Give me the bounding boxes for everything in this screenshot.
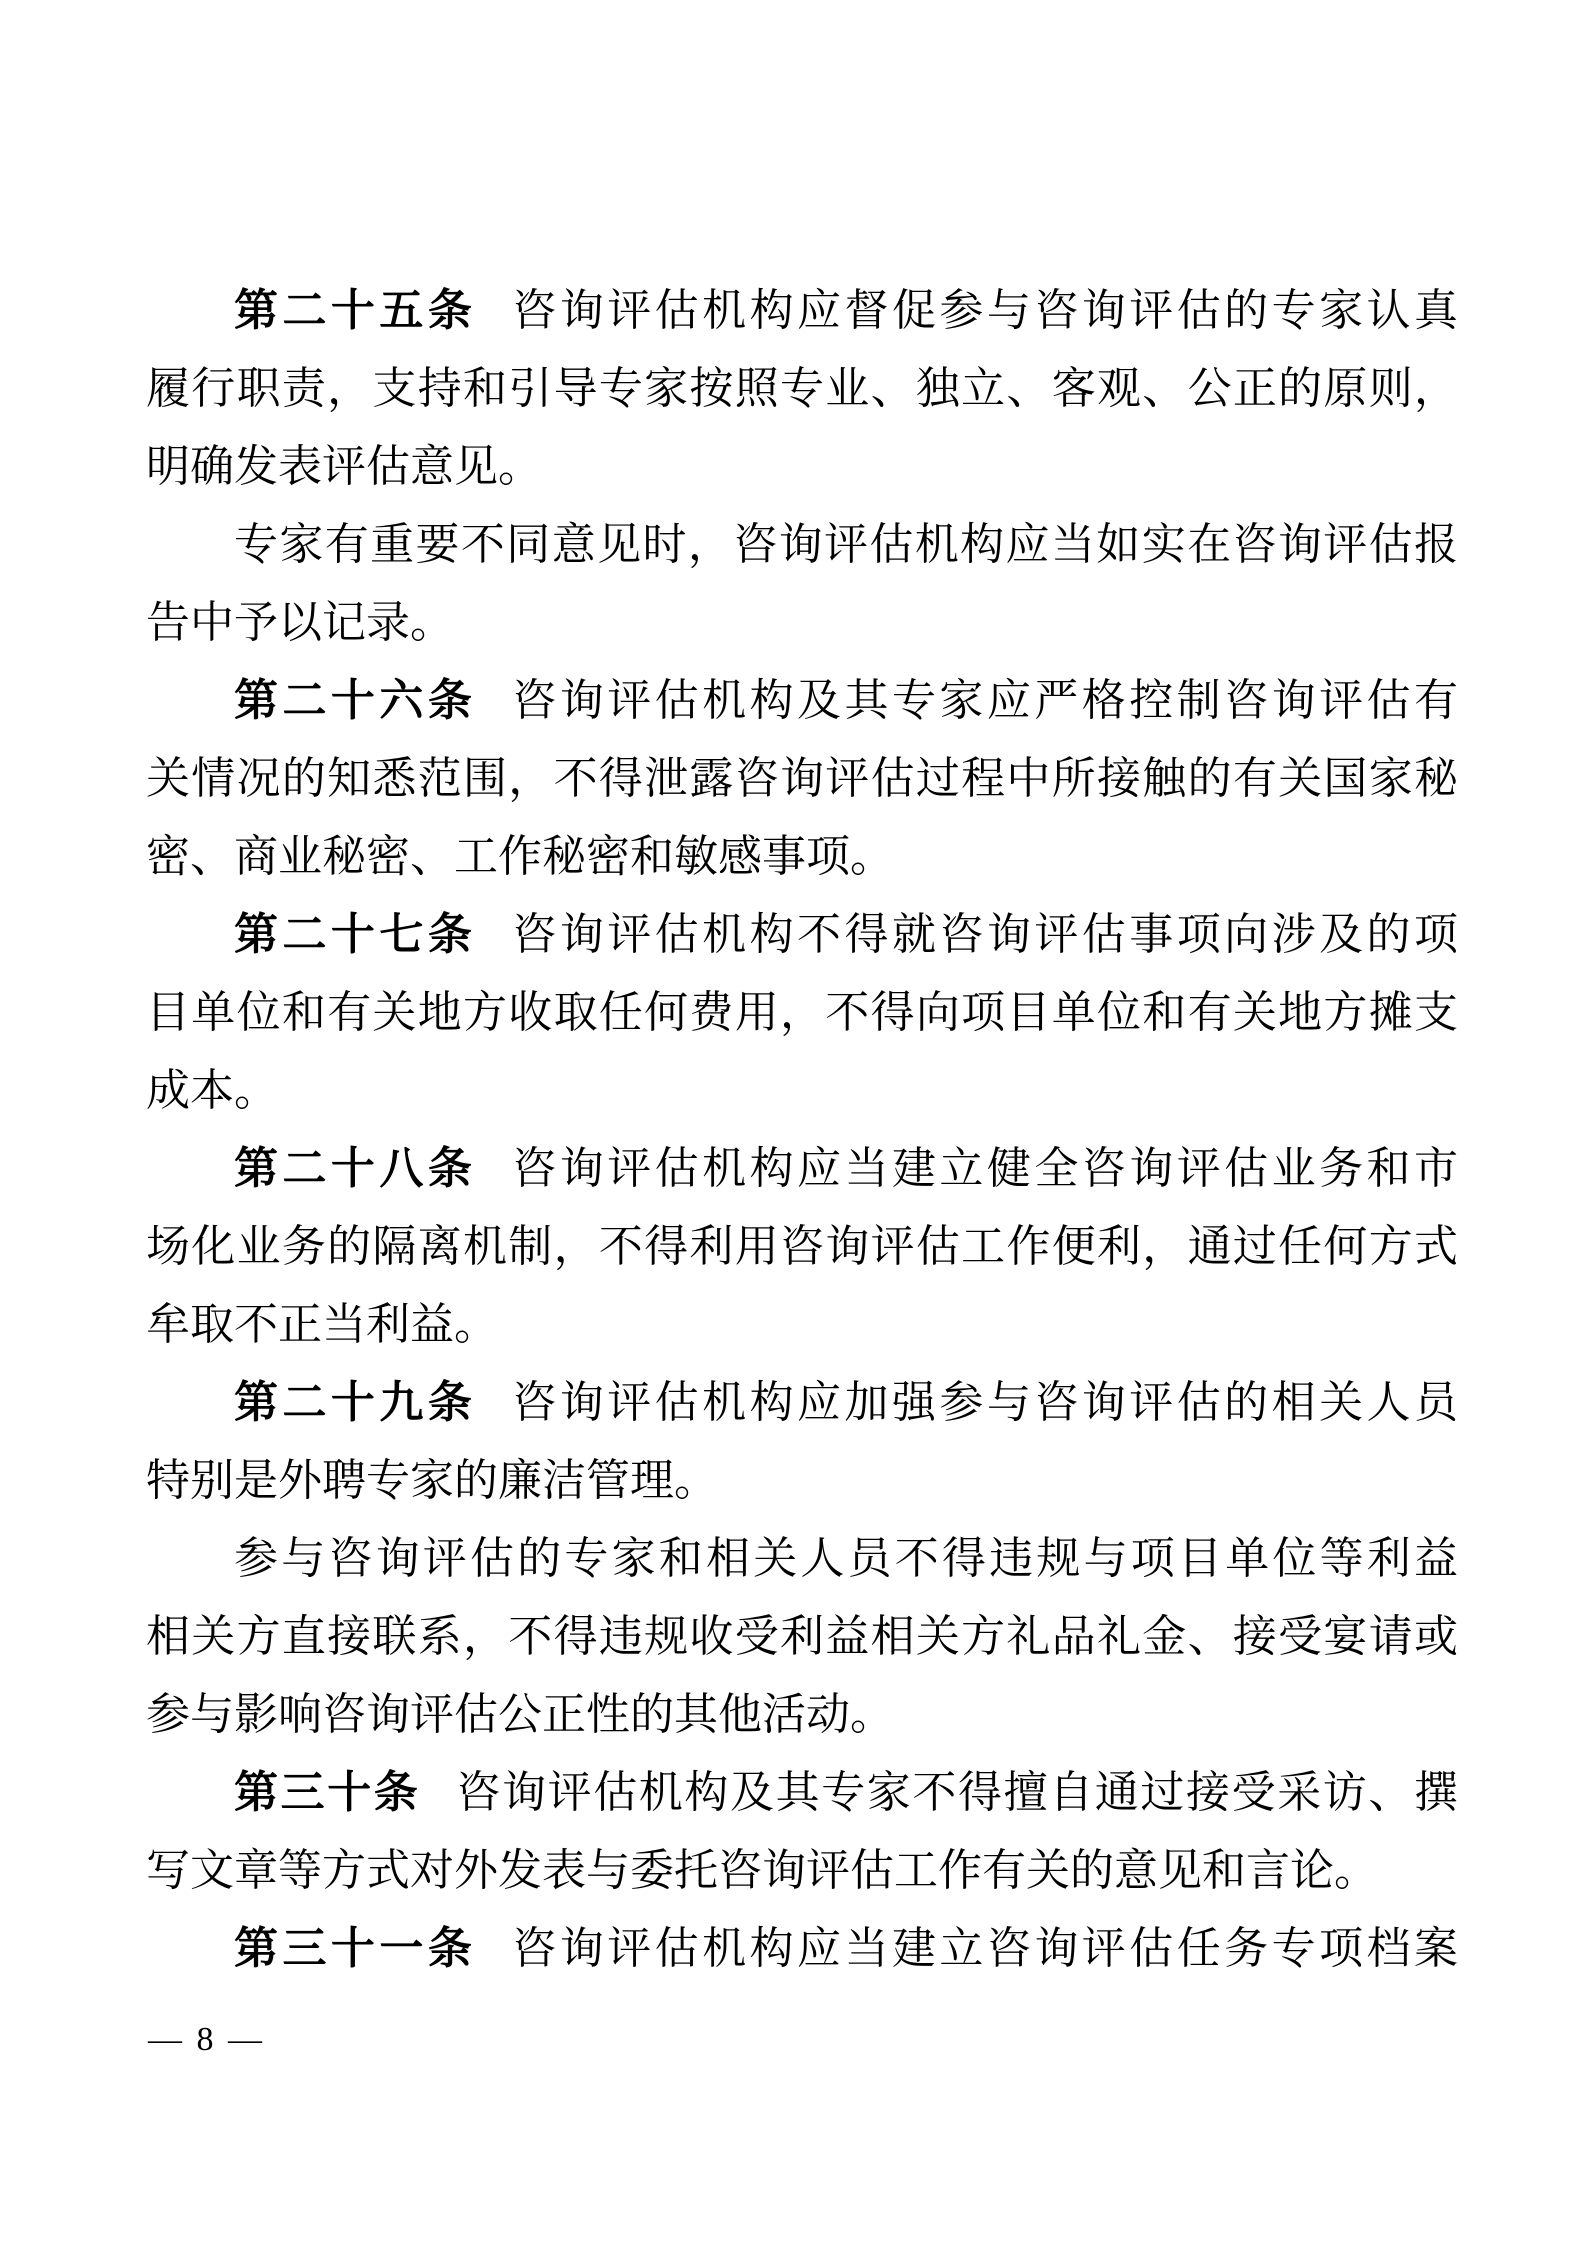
text-line	[146, 896, 1458, 974]
text-line: 参与影响咨询评估公正性的其他活动。	[146, 1690, 894, 1739]
text-line: 场化业务的隔离机制，不得利用咨询评估工作便利，通过任何方式	[146, 1222, 1458, 1271]
text-line	[146, 662, 1458, 740]
text-line: 目单位和有关地方收取任何费用，不得向项目单位和有关地方摊支	[146, 988, 1458, 1037]
text-line: 履行职责，支持和引导专家按照专业、独立、客观、公正的原则，	[146, 364, 1458, 413]
text-line: 成本。	[146, 1066, 278, 1115]
article-number: 第二十九条	[234, 1378, 477, 1427]
article-text: 咨询评估机构应当建立咨询评估任务专项档案	[512, 1924, 1458, 1973]
text-line	[146, 1754, 1458, 1832]
text-line	[146, 1130, 1458, 1208]
document-body	[146, 272, 1458, 1988]
text-line: 告中予以记录。	[146, 598, 454, 647]
text-line	[146, 272, 1458, 350]
text-line: 专家有重要不同意见时，咨询评估机构应当如实在咨询评估报	[234, 520, 1458, 569]
paragraph	[146, 1364, 1458, 1520]
paragraph	[146, 1130, 1458, 1364]
article-number: 第三十一条	[234, 1924, 477, 1973]
text-line: 相关方直接联系，不得违规收受利益相关方礼品礼金、接受宴请或	[146, 1612, 1458, 1661]
paragraph	[146, 1520, 1458, 1754]
article-text: 咨询评估机构应督促参与咨询评估的专家认真	[512, 286, 1458, 335]
paragraph	[146, 272, 1458, 506]
paragraph	[146, 896, 1458, 1130]
text-line	[146, 1364, 1458, 1442]
paragraph	[146, 1754, 1458, 1910]
text-line: 写文章等方式对外发表与委托咨询评估工作有关的意见和言论。	[146, 1846, 1378, 1895]
text-line: 牟取不正当利益。	[146, 1300, 498, 1349]
paragraph	[146, 506, 1458, 662]
text-line: 特别是外聘专家的廉洁管理。	[146, 1456, 718, 1505]
page-number: — 8 —	[148, 2021, 265, 2058]
article-text: 咨询评估机构不得就咨询评估事项向涉及的项	[512, 910, 1458, 959]
article-text: 咨询评估机构及其专家不得擅自通过接受采访、撰	[456, 1768, 1458, 1817]
paragraph	[146, 1910, 1458, 1988]
text-line	[146, 1910, 1458, 1988]
article-number: 第三十条	[234, 1768, 421, 1817]
article-text: 咨询评估机构及其专家应严格控制咨询评估有	[512, 676, 1458, 725]
article-text: 咨询评估机构应加强参与咨询评估的相关人员	[512, 1378, 1458, 1427]
article-number: 第二十八条	[234, 1144, 477, 1193]
article-number: 第二十五条	[234, 286, 477, 335]
text-line: 参与咨询评估的专家和相关人员不得违规与项目单位等利益	[234, 1534, 1458, 1583]
text-line: 密、商业秘密、工作秘密和敏感事项。	[146, 832, 894, 881]
article-number: 第二十六条	[234, 676, 477, 725]
article-number: 第二十七条	[234, 910, 477, 959]
text-line: 明确发表评估意见。	[146, 442, 542, 491]
paragraph	[146, 662, 1458, 896]
article-text: 咨询评估机构应当建立健全咨询评估业务和市	[512, 1144, 1458, 1193]
text-line: 关情况的知悉范围，不得泄露咨询评估过程中所接触的有关国家秘	[146, 754, 1458, 803]
